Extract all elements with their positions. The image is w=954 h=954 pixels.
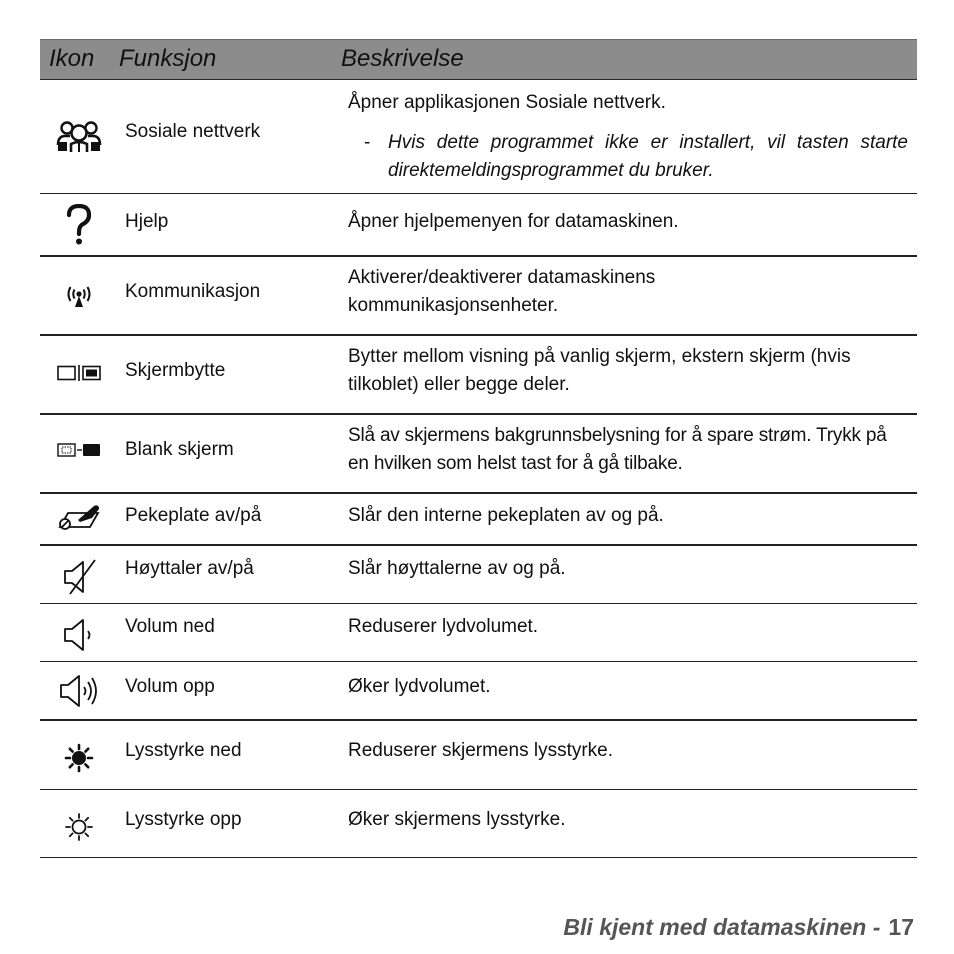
description-text: Reduserer skjermens lysstyrke. — [348, 740, 614, 761]
note-dash: - — [364, 132, 371, 153]
function-label: Høyttaler av/på — [125, 558, 254, 579]
table-row — [40, 721, 917, 790]
function-label: Lysstyrke ned — [125, 740, 242, 761]
table-row — [40, 257, 917, 336]
note-text: Hvis dette programmet ikke er installert, vil tasten starte direktemeldingsprogrammet du bruker. — [388, 132, 908, 181]
table-row — [40, 494, 917, 546]
speaker-mute-icon — [54, 558, 104, 596]
function-label: Skjermbytte — [125, 360, 226, 381]
social-network-icon — [54, 116, 104, 156]
footer-title: Bli kjent med datamaskinen - — [563, 914, 881, 940]
function-label: Volum ned — [125, 616, 215, 637]
header-ikon: Ikon — [49, 45, 95, 72]
function-label: Hjelp — [125, 211, 169, 232]
touchpad-toggle-icon — [54, 502, 104, 532]
page-footer — [563, 914, 914, 941]
table-row — [40, 415, 917, 494]
description-text: Åpner applikasjonen Sosiale nettverk. — [348, 92, 666, 113]
function-label: Kommunikasjon — [125, 281, 261, 302]
description-text: Åpner hjelpemenyen for datamaskinen. — [348, 211, 679, 232]
description-text: Øker skjermens lysstyrke. — [348, 809, 566, 830]
display-switch-icon — [54, 363, 104, 383]
table-row — [40, 790, 917, 858]
brightness-up-icon — [54, 812, 104, 842]
volume-up-icon — [54, 672, 104, 710]
table-row — [40, 336, 917, 415]
table-header — [40, 39, 917, 80]
table-row — [40, 194, 917, 257]
header-funksjon: Funksjon — [119, 45, 217, 72]
description-text: Bytter mellom visning på vanlig skjerm, ekstern skjerm (hvis tilkoblet) eller begge deler. — [348, 346, 851, 395]
header-beskrivelse: Beskrivelse — [341, 45, 464, 72]
function-key-table — [40, 39, 917, 858]
table-row — [40, 546, 917, 604]
table-row — [40, 604, 917, 662]
blank-screen-icon — [54, 441, 104, 459]
table-row — [40, 80, 917, 194]
volume-down-icon — [54, 616, 104, 654]
description-text: Aktiverer/deaktiverer datamaskinens kommunikasjonsenheter. — [348, 267, 656, 316]
table-row — [40, 662, 917, 721]
description-cell — [348, 89, 908, 185]
description-note — [348, 129, 908, 185]
function-label: Sosiale nettverk — [125, 121, 261, 142]
function-label: Lysstyrke opp — [125, 809, 242, 830]
description-text: Slår den interne pekeplaten av og på. — [348, 505, 664, 526]
function-label: Blank skjerm — [125, 439, 234, 460]
function-label: Pekeplate av/på — [125, 505, 262, 526]
description-text: Øker lydvolumet. — [348, 676, 491, 697]
description-text: Slår høyttalerne av og på. — [348, 558, 566, 579]
description-text: Reduserer lydvolumet. — [348, 616, 539, 637]
description-text: Slå av skjermens bakgrunnsbelysning for å spare strøm. Trykk på en hvilken som helst tast for å gå tilbake. — [348, 425, 887, 474]
function-label: Volum opp — [125, 676, 215, 697]
question-mark-icon — [54, 204, 104, 246]
brightness-down-icon — [54, 743, 104, 773]
wireless-icon — [54, 285, 104, 309]
page-number: 17 — [888, 914, 914, 940]
